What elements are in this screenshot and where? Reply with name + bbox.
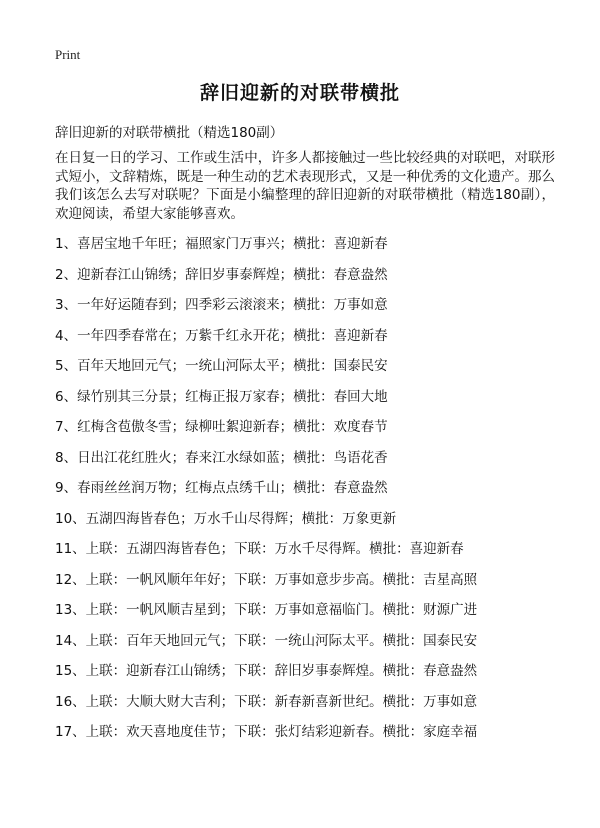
couplet-item: 4、一年四季春常在；万紫千红永开花；横批：喜迎新春 bbox=[55, 327, 388, 344]
couplet-item: 11、上联：五湖四海皆春色；下联：万水千尽得辉。横批：喜迎新春 bbox=[55, 541, 464, 557]
couplet-item: 13、上联：一帆风顺吉星到；下联：万事如意福临门。横批：财源广进 bbox=[55, 602, 478, 618]
print-link[interactable]: Print bbox=[55, 47, 81, 62]
couplet-item: 14、上联：百年天地回元气；下联：一统山河际太平。横批：国泰民安 bbox=[55, 632, 478, 649]
couplet-item: 15、上联：迎新春江山锦绣；下联：辞旧岁事泰辉煌。横批：春意盎然 bbox=[55, 663, 478, 679]
page-title: 辞旧迎新的对联带横批 bbox=[199, 82, 400, 104]
couplet-item: 5、百年天地回元气；一统山河际太平；横批：国泰民安 bbox=[55, 358, 388, 374]
couplet-item: 1、喜居宝地千年旺；福照家门万事兴；横批：喜迎新春 bbox=[55, 236, 388, 252]
couplet-item: 3、一年好运随春到；四季彩云滚滚来；横批：万事如意 bbox=[55, 297, 388, 313]
couplet-item: 17、上联：欢天喜地度佳节；下联：张灯结彩迎新春。横批：家庭幸福 bbox=[55, 724, 478, 740]
couplet-item: 12、上联：一帆风顺年年好；下联：万事如意步步高。横批：吉星高照 bbox=[55, 571, 478, 588]
couplet-item: 7、红梅含苞傲冬雪；绿柳吐絮迎新春；横批：欢度春节 bbox=[55, 419, 388, 435]
couplet-item: 8、日出江花红胜火；春来江水绿如蓝；横批：鸟语花香 bbox=[55, 449, 388, 466]
couplet-list bbox=[55, 229, 555, 748]
couplet-item: 16、上联：大顺大财大吉利；下联：新春新喜新世纪。横批：万事如意 bbox=[55, 693, 478, 710]
intro-paragraph: 在日复一日的学习、工作或生活中，许多人都接触过一些比较经典的对联吧，对联形式短小，文辞精炼，既是一种生动的艺术表现形式，又是一种优秀的文化遗产。那么我们该怎么去写对联呢？下面是小编整理的辞旧迎新的对联带横批（精选180副），欢迎阅读，希望大家能够喜欢。 bbox=[55, 150, 555, 222]
couplet-item: 10、五湖四海皆春色；万水千山尽得辉；横批：万象更新 bbox=[55, 510, 397, 527]
couplet-item: 9、春雨丝丝润万物；红梅点点绣千山；横批：春意盎然 bbox=[55, 480, 388, 496]
couplet-item: 6、绿竹别其三分景；红梅正报万家春；横批：春回大地 bbox=[55, 388, 388, 405]
couplet-item: 2、迎新春江山锦绣；辞旧岁事泰辉煌；横批：春意盎然 bbox=[55, 266, 388, 283]
page-subtitle: 辞旧迎新的对联带横批（精选180副） bbox=[55, 125, 284, 141]
